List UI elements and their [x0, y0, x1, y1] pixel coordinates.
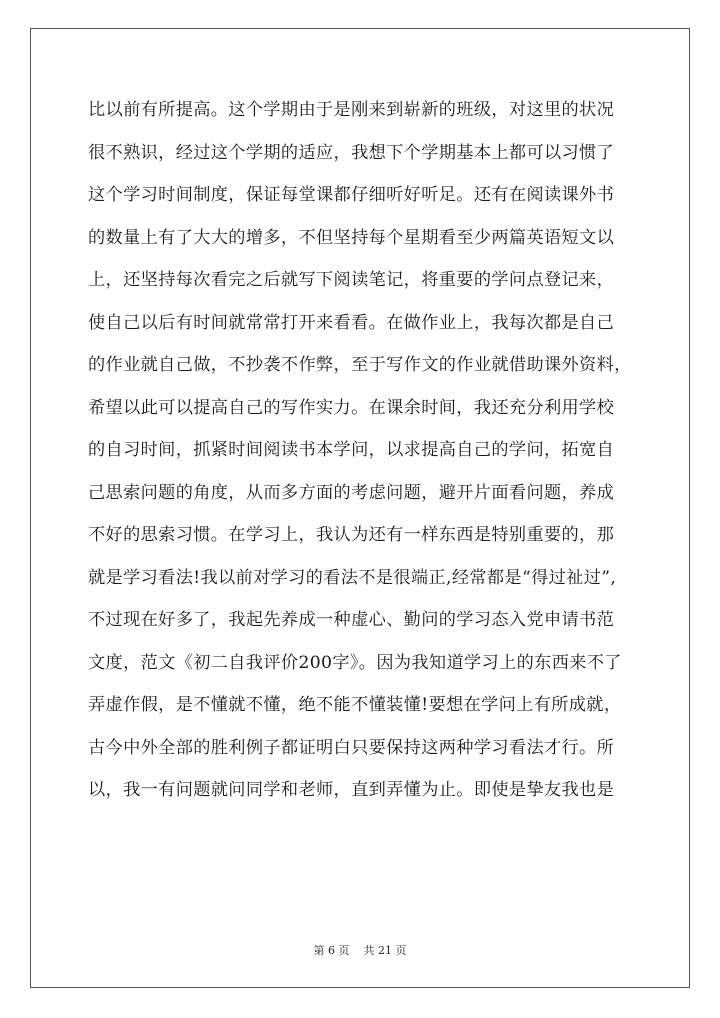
- text-line: 的作业就自己做，不抄袭不作弊，至于写作文的作业就借助课外资料，: [88, 355, 632, 375]
- text-line: 文度，范文《初二自我评价200字》。因为我知道学习上的东西来不了: [88, 652, 622, 673]
- text-line: 比以前有所提高。这个学期由于是刚来到崭新的班级，对这里的状况: [88, 100, 615, 120]
- text-line: 就是学习看法!我以前对学习的看法不是很端正,经常都是“得过祉过”,: [88, 567, 617, 588]
- text-line: 不过现在好多了，我起先养成一种虚心、勤问的学习态入党申请书范: [88, 610, 615, 630]
- text-line: 很不熟识，经过这个学期的适应，我想下个学期基本上都可以习惯了: [88, 142, 615, 163]
- text-line: 己思索问题的角度，从而多方面的考虑问题，避开片面看问题，养成: [88, 482, 615, 503]
- page-number-total: 共 21 页: [363, 944, 407, 957]
- page-number-current: 第 6 页: [313, 944, 350, 957]
- text-line: 的数量上有了大大的增多，不但坚持每个星期看至少两篇英语短文以: [88, 227, 615, 248]
- text-line: 上，还坚持每次看完之后就写下阅读笔记，将重要的学问点登记来，: [88, 270, 615, 290]
- text-line: 以，我一有问题就问同学和老师，直到弄懂为止。即使是挚友我也是: [88, 780, 615, 800]
- text-line: 弄虚作假，是不懂就不懂，绝不能不懂装懂!要想在学问上有所成就，: [88, 695, 622, 715]
- text-line: 的自习时间，抓紧时间阅读书本学问，以求提高自己的学问，拓宽自: [88, 440, 615, 460]
- text-line: 古今中外全部的胜利例子都证明白只要保持这两种学习看法才行。所: [88, 737, 615, 758]
- page-footer: [0, 942, 720, 958]
- document-body: [88, 94, 636, 817]
- text-line: 这个学习时间制度，保证每堂课都仔细听好听足。还有在阅读课外书: [88, 185, 615, 205]
- text-line: 使自己以后有时间就常常打开来看看。在做作业上，我每次都是自己: [88, 312, 615, 333]
- text-line: 不好的思索习惯。在学习上，我认为还有一样东西是特别重要的，那: [88, 525, 615, 545]
- text-line: 希望以此可以提高自己的写作实力。在课余时间，我还充分利用学校: [88, 397, 615, 418]
